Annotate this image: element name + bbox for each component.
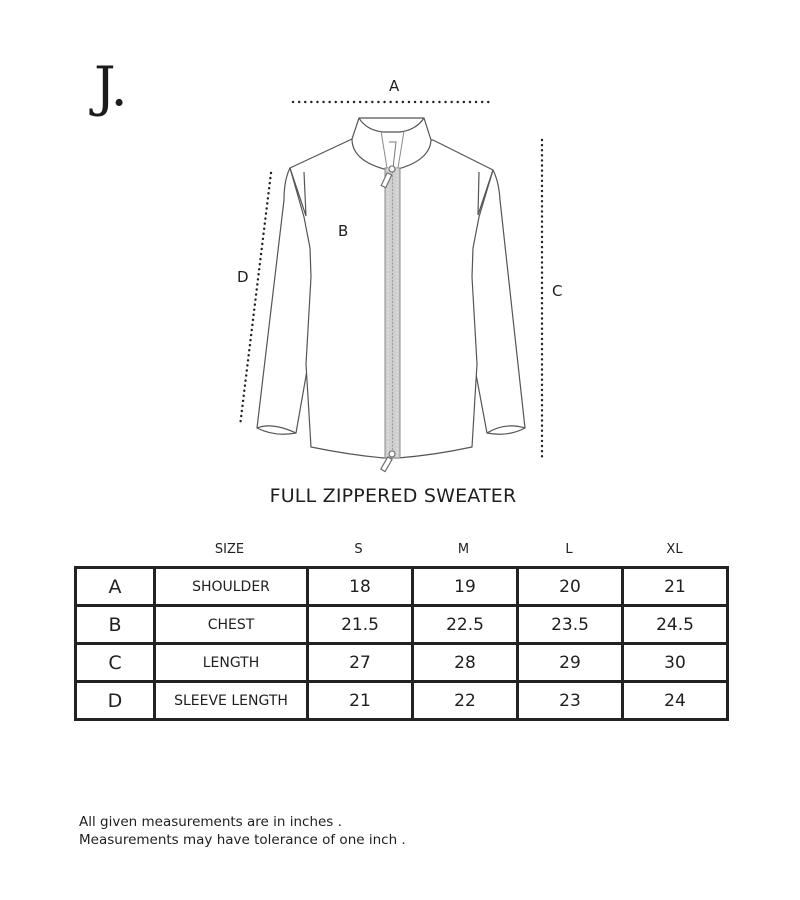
footnote-units: All given measurements are in inches . <box>79 814 342 830</box>
size-header-label: SIZE <box>214 542 245 557</box>
cell-value-l: 20 <box>518 568 623 606</box>
cell-value-s: 21.5 <box>308 606 413 644</box>
cell-value-xl: 24 <box>623 682 728 720</box>
cell-value-xl: 30 <box>623 644 728 682</box>
table-row <box>76 644 728 682</box>
table-row <box>76 568 728 606</box>
size-header-xl: XL <box>666 542 683 557</box>
size-header-m: M <box>457 542 470 557</box>
row-measurement: SHOULDER <box>155 568 308 606</box>
footnotes <box>79 813 406 849</box>
row-code: D <box>76 682 155 720</box>
cell-value-m: 22.5 <box>413 606 518 644</box>
size-chart-table <box>74 566 729 721</box>
cell-value-l: 23.5 <box>518 606 623 644</box>
row-measurement: CHEST <box>155 606 308 644</box>
cell-value-s: 21 <box>308 682 413 720</box>
cell-value-s: 27 <box>308 644 413 682</box>
cell-value-xl: 24.5 <box>623 606 728 644</box>
cell-value-s: 18 <box>308 568 413 606</box>
table-row <box>76 606 728 644</box>
size-header-row <box>0 542 800 560</box>
dimension-label-d: D <box>237 268 249 286</box>
table-row <box>76 682 728 720</box>
size-header-s: S <box>354 542 363 557</box>
row-measurement: SLEEVE LENGTH <box>155 682 308 720</box>
dimension-label-c: C <box>552 282 563 300</box>
row-measurement: LENGTH <box>155 644 308 682</box>
cell-value-m: 19 <box>413 568 518 606</box>
cell-value-l: 23 <box>518 682 623 720</box>
row-code: C <box>76 644 155 682</box>
dimension-label-b: B <box>338 222 349 240</box>
brand-logo: J. <box>94 55 127 118</box>
cell-value-l: 29 <box>518 644 623 682</box>
row-code: B <box>76 606 155 644</box>
cell-value-m: 22 <box>413 682 518 720</box>
row-code: A <box>76 568 155 606</box>
cell-value-m: 28 <box>413 644 518 682</box>
size-header-l: L <box>565 542 573 557</box>
cell-value-xl: 21 <box>623 568 728 606</box>
product-title: FULL ZIPPERED SWEATER <box>269 485 517 507</box>
footnote-tolerance: Measurements may have tolerance of one inch . <box>79 832 406 848</box>
dimension-label-a: A <box>389 77 400 95</box>
